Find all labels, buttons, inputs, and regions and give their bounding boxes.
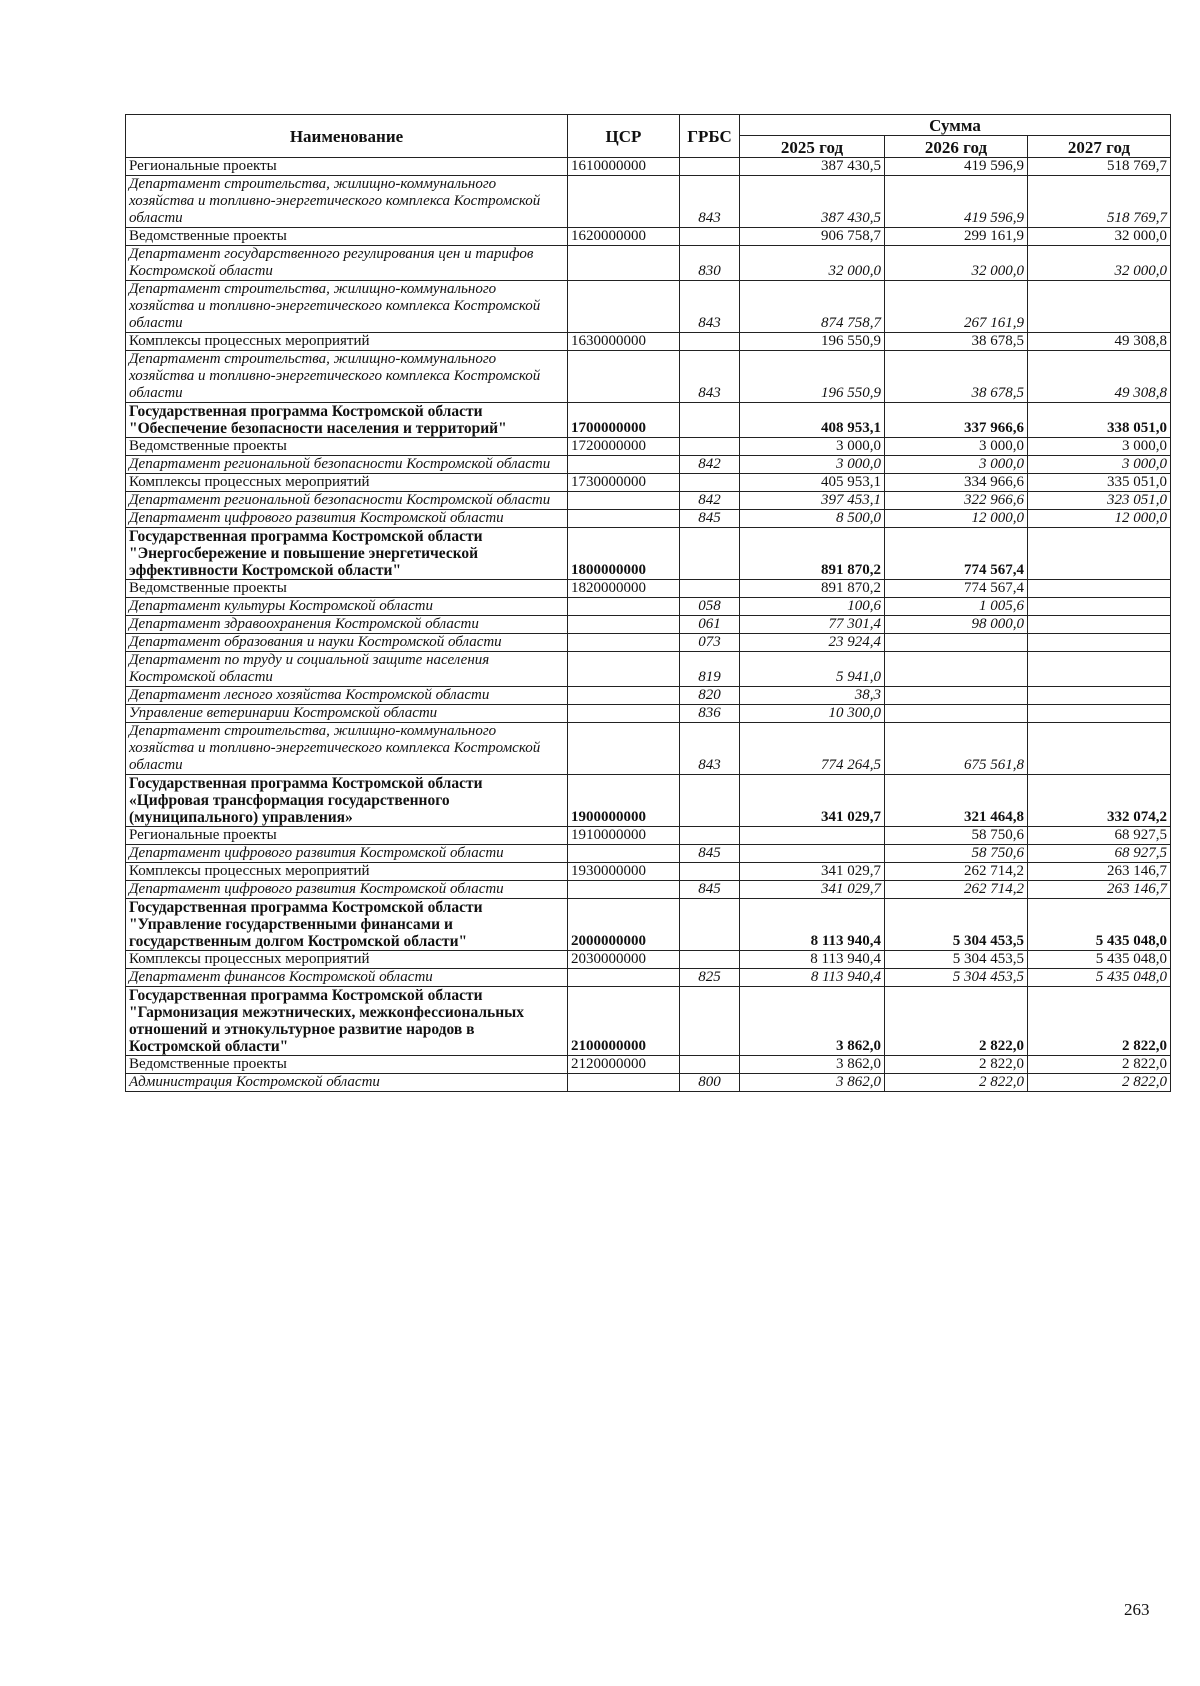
department-row — [126, 510, 1171, 528]
row-name: Департамент цифрового развития Костромской области — [126, 845, 568, 863]
row-csr — [568, 634, 680, 652]
row-name: Департамент культуры Костромской области — [126, 598, 568, 616]
row-sum-2026 — [885, 705, 1028, 723]
row-sum-2027: 32 000,0 — [1028, 228, 1171, 246]
row-csr: 2120000000 — [568, 1056, 680, 1074]
program-row — [126, 899, 1171, 951]
row-grbs — [680, 899, 740, 951]
department-row — [126, 652, 1171, 687]
row-sum-2025 — [740, 827, 885, 845]
row-sum-2027: 2 822,0 — [1028, 987, 1171, 1056]
row-name: Департамент образования и науки Костромской области — [126, 634, 568, 652]
row-csr — [568, 705, 680, 723]
row-sum-2027: 3 000,0 — [1028, 456, 1171, 474]
row-sum-2025: 196 550,9 — [740, 333, 885, 351]
row-sum-2026: 1 005,6 — [885, 598, 1028, 616]
row-sum-2025: 906 758,7 — [740, 228, 885, 246]
row-sum-2026: 2 822,0 — [885, 1056, 1028, 1074]
group-row — [126, 228, 1171, 246]
row-sum-2027: 263 146,7 — [1028, 881, 1171, 899]
group-row — [126, 158, 1171, 176]
row-sum-2026: 2 822,0 — [885, 1074, 1028, 1092]
row-sum-2027: 49 308,8 — [1028, 333, 1171, 351]
row-sum-2026: 267 161,9 — [885, 281, 1028, 333]
header-year-2025: 2025 год — [740, 136, 885, 158]
row-sum-2025: 8 113 940,4 — [740, 951, 885, 969]
row-name: Ведомственные проекты — [126, 438, 568, 456]
row-name: Комплексы процессных мероприятий — [126, 863, 568, 881]
row-sum-2025: 341 029,7 — [740, 863, 885, 881]
row-sum-2026: 3 000,0 — [885, 438, 1028, 456]
row-sum-2025: 3 862,0 — [740, 1074, 885, 1092]
row-grbs: 843 — [680, 281, 740, 333]
row-sum-2025: 8 113 940,4 — [740, 969, 885, 987]
row-grbs: 842 — [680, 456, 740, 474]
row-grbs: 800 — [680, 1074, 740, 1092]
group-row — [126, 580, 1171, 598]
row-sum-2026: 38 678,5 — [885, 351, 1028, 403]
row-csr — [568, 456, 680, 474]
row-grbs: 843 — [680, 351, 740, 403]
row-name: Департамент строительства, жилищно-коммунального хозяйства и топливно-энергетического комплекса Костромской области — [126, 281, 568, 333]
row-name: Департамент финансов Костромской области — [126, 969, 568, 987]
row-sum-2027: 518 769,7 — [1028, 158, 1171, 176]
department-row — [126, 281, 1171, 333]
row-grbs: 845 — [680, 881, 740, 899]
row-name: Департамент лесного хозяйства Костромской области — [126, 687, 568, 705]
row-sum-2026: 322 966,6 — [885, 492, 1028, 510]
row-sum-2026: 262 714,2 — [885, 863, 1028, 881]
row-sum-2026: 3 000,0 — [885, 456, 1028, 474]
row-csr: 1730000000 — [568, 474, 680, 492]
row-sum-2027 — [1028, 528, 1171, 580]
row-sum-2025 — [740, 845, 885, 863]
row-sum-2025: 77 301,4 — [740, 616, 885, 634]
row-sum-2025: 100,6 — [740, 598, 885, 616]
row-csr — [568, 881, 680, 899]
row-csr — [568, 723, 680, 775]
department-row — [126, 634, 1171, 652]
row-sum-2026: 774 567,4 — [885, 580, 1028, 598]
row-sum-2027: 5 435 048,0 — [1028, 951, 1171, 969]
header-year-2027: 2027 год — [1028, 136, 1171, 158]
row-name: Ведомственные проекты — [126, 228, 568, 246]
program-row — [126, 528, 1171, 580]
row-csr: 1630000000 — [568, 333, 680, 351]
row-name: Государственная программа Костромской области "Обеспечение безопасности населения и территорий" — [126, 403, 568, 438]
row-name: Региональные проекты — [126, 158, 568, 176]
row-sum-2027: 518 769,7 — [1028, 176, 1171, 228]
row-grbs: 836 — [680, 705, 740, 723]
row-name: Комплексы процессных мероприятий — [126, 474, 568, 492]
group-row — [126, 474, 1171, 492]
row-sum-2026: 262 714,2 — [885, 881, 1028, 899]
row-sum-2027 — [1028, 634, 1171, 652]
row-name: Департамент цифрового развития Костромской области — [126, 510, 568, 528]
row-grbs — [680, 827, 740, 845]
row-sum-2027: 332 074,2 — [1028, 775, 1171, 827]
row-sum-2025: 32 000,0 — [740, 246, 885, 281]
row-sum-2027: 68 927,5 — [1028, 827, 1171, 845]
row-sum-2026: 419 596,9 — [885, 176, 1028, 228]
row-sum-2025: 341 029,7 — [740, 881, 885, 899]
row-csr: 1720000000 — [568, 438, 680, 456]
row-grbs — [680, 403, 740, 438]
row-csr — [568, 176, 680, 228]
row-sum-2025: 196 550,9 — [740, 351, 885, 403]
row-grbs: 845 — [680, 510, 740, 528]
page-number: 263 — [1124, 1600, 1150, 1619]
row-sum-2026: 334 966,6 — [885, 474, 1028, 492]
header-name: Наименование — [126, 115, 568, 158]
row-csr: 1620000000 — [568, 228, 680, 246]
row-grbs — [680, 528, 740, 580]
row-sum-2025: 341 029,7 — [740, 775, 885, 827]
row-sum-2025: 5 941,0 — [740, 652, 885, 687]
row-csr: 1800000000 — [568, 528, 680, 580]
department-row — [126, 598, 1171, 616]
row-name: Департамент строительства, жилищно-коммунального хозяйства и топливно-энергетического комплекса Костромской области — [126, 176, 568, 228]
department-row — [126, 492, 1171, 510]
row-name: Департамент строительства, жилищно-коммунального хозяйства и топливно-энергетического комплекса Костромской области — [126, 351, 568, 403]
row-sum-2025: 874 758,7 — [740, 281, 885, 333]
row-grbs — [680, 438, 740, 456]
row-sum-2026 — [885, 634, 1028, 652]
row-csr: 1820000000 — [568, 580, 680, 598]
row-sum-2026: 58 750,6 — [885, 827, 1028, 845]
row-name: Департамент строительства, жилищно-коммунального хозяйства и топливно-энергетического комплекса Костромской области — [126, 723, 568, 775]
row-name: Управление ветеринарии Костромской области — [126, 705, 568, 723]
department-row — [126, 246, 1171, 281]
department-row — [126, 881, 1171, 899]
row-csr: 1700000000 — [568, 403, 680, 438]
row-sum-2027: 335 051,0 — [1028, 474, 1171, 492]
row-name: Администрация Костромской области — [126, 1074, 568, 1092]
row-sum-2025: 23 924,4 — [740, 634, 885, 652]
row-sum-2025: 8 113 940,4 — [740, 899, 885, 951]
row-csr: 2000000000 — [568, 899, 680, 951]
row-csr — [568, 845, 680, 863]
row-sum-2026: 2 822,0 — [885, 987, 1028, 1056]
row-grbs: 820 — [680, 687, 740, 705]
row-sum-2026 — [885, 687, 1028, 705]
row-sum-2025: 387 430,5 — [740, 158, 885, 176]
row-csr: 1610000000 — [568, 158, 680, 176]
row-grbs — [680, 1056, 740, 1074]
row-grbs: 843 — [680, 723, 740, 775]
group-row — [126, 827, 1171, 845]
row-name: Департамент по труду и социальной защите населения Костромской области — [126, 652, 568, 687]
row-sum-2025: 3 000,0 — [740, 456, 885, 474]
department-row — [126, 723, 1171, 775]
row-csr: 2100000000 — [568, 987, 680, 1056]
row-sum-2027: 5 435 048,0 — [1028, 969, 1171, 987]
table-body — [126, 158, 1171, 1092]
row-grbs: 845 — [680, 845, 740, 863]
row-sum-2027: 338 051,0 — [1028, 403, 1171, 438]
row-grbs — [680, 474, 740, 492]
row-sum-2025: 8 500,0 — [740, 510, 885, 528]
row-sum-2027: 5 435 048,0 — [1028, 899, 1171, 951]
row-sum-2025: 891 870,2 — [740, 580, 885, 598]
row-grbs: 073 — [680, 634, 740, 652]
row-sum-2027 — [1028, 616, 1171, 634]
group-row — [126, 333, 1171, 351]
row-sum-2026: 337 966,6 — [885, 403, 1028, 438]
header-grbs: ГРБС — [680, 115, 740, 158]
row-csr — [568, 652, 680, 687]
group-row — [126, 438, 1171, 456]
row-sum-2027: 323 051,0 — [1028, 492, 1171, 510]
row-grbs: 061 — [680, 616, 740, 634]
row-sum-2026: 5 304 453,5 — [885, 969, 1028, 987]
row-sum-2026: 774 567,4 — [885, 528, 1028, 580]
row-name: Департамент цифрового развития Костромской области — [126, 881, 568, 899]
header-sum: Сумма — [740, 115, 1171, 136]
row-name: Государственная программа Костромской области «Цифровая трансформация государственного (муниципального) управления» — [126, 775, 568, 827]
row-sum-2027: 32 000,0 — [1028, 246, 1171, 281]
header-year-2026: 2026 год — [885, 136, 1028, 158]
row-csr — [568, 598, 680, 616]
row-name: Государственная программа Костромской области "Энергосбережение и повышение энергетической эффективности Костромской области" — [126, 528, 568, 580]
row-sum-2025: 405 953,1 — [740, 474, 885, 492]
department-row — [126, 687, 1171, 705]
row-csr — [568, 351, 680, 403]
row-sum-2025: 10 300,0 — [740, 705, 885, 723]
row-name: Ведомственные проекты — [126, 1056, 568, 1074]
row-csr: 1930000000 — [568, 863, 680, 881]
row-name: Комплексы процессных мероприятий — [126, 951, 568, 969]
department-row — [126, 705, 1171, 723]
program-row — [126, 987, 1171, 1056]
row-grbs — [680, 775, 740, 827]
row-sum-2026: 12 000,0 — [885, 510, 1028, 528]
header-csr: ЦСР — [568, 115, 680, 158]
department-row — [126, 845, 1171, 863]
row-sum-2026: 299 161,9 — [885, 228, 1028, 246]
row-grbs: 842 — [680, 492, 740, 510]
row-sum-2025: 3 000,0 — [740, 438, 885, 456]
row-csr — [568, 616, 680, 634]
department-row — [126, 616, 1171, 634]
row-sum-2025: 891 870,2 — [740, 528, 885, 580]
row-sum-2027: 3 000,0 — [1028, 438, 1171, 456]
row-name: Комплексы процессных мероприятий — [126, 333, 568, 351]
row-name: Ведомственные проекты — [126, 580, 568, 598]
row-sum-2027: 12 000,0 — [1028, 510, 1171, 528]
group-row — [126, 1056, 1171, 1074]
program-row — [126, 403, 1171, 438]
row-csr — [568, 246, 680, 281]
row-sum-2025: 387 430,5 — [740, 176, 885, 228]
row-sum-2026: 5 304 453,5 — [885, 899, 1028, 951]
row-grbs — [680, 333, 740, 351]
row-grbs — [680, 987, 740, 1056]
row-sum-2026: 32 000,0 — [885, 246, 1028, 281]
row-csr — [568, 969, 680, 987]
row-sum-2025: 3 862,0 — [740, 1056, 885, 1074]
row-sum-2025: 397 453,1 — [740, 492, 885, 510]
row-csr — [568, 492, 680, 510]
row-sum-2027 — [1028, 687, 1171, 705]
row-grbs — [680, 863, 740, 881]
row-sum-2027: 2 822,0 — [1028, 1056, 1171, 1074]
row-grbs — [680, 158, 740, 176]
row-csr — [568, 281, 680, 333]
row-name: Департамент региональной безопасности Костромской области — [126, 492, 568, 510]
row-sum-2027 — [1028, 723, 1171, 775]
row-sum-2026: 58 750,6 — [885, 845, 1028, 863]
row-sum-2027 — [1028, 652, 1171, 687]
row-sum-2026: 321 464,8 — [885, 775, 1028, 827]
department-row — [126, 351, 1171, 403]
row-csr — [568, 1074, 680, 1092]
row-name: Департамент государственного регулирования цен и тарифов Костромской области — [126, 246, 568, 281]
department-row — [126, 456, 1171, 474]
row-csr — [568, 687, 680, 705]
row-sum-2027: 2 822,0 — [1028, 1074, 1171, 1092]
row-sum-2026: 5 304 453,5 — [885, 951, 1028, 969]
row-sum-2025: 774 264,5 — [740, 723, 885, 775]
row-grbs — [680, 951, 740, 969]
row-sum-2026 — [885, 652, 1028, 687]
row-csr: 2030000000 — [568, 951, 680, 969]
row-name: Департамент региональной безопасности Костромской области — [126, 456, 568, 474]
row-sum-2027: 49 308,8 — [1028, 351, 1171, 403]
row-sum-2026: 38 678,5 — [885, 333, 1028, 351]
department-row — [126, 176, 1171, 228]
row-sum-2025: 3 862,0 — [740, 987, 885, 1056]
group-row — [126, 863, 1171, 881]
row-sum-2026: 419 596,9 — [885, 158, 1028, 176]
row-csr: 1900000000 — [568, 775, 680, 827]
row-name: Департамент здравоохранения Костромской области — [126, 616, 568, 634]
row-grbs: 058 — [680, 598, 740, 616]
row-grbs — [680, 228, 740, 246]
row-name: Государственная программа Костромской области "Гармонизация межэтнических, межконфессиональных отношений и этнокультурное развитие народов в Костромской области" — [126, 987, 568, 1056]
row-sum-2027: 68 927,5 — [1028, 845, 1171, 863]
department-row — [126, 1074, 1171, 1092]
row-csr: 1910000000 — [568, 827, 680, 845]
row-grbs: 819 — [680, 652, 740, 687]
group-row — [126, 951, 1171, 969]
row-sum-2027 — [1028, 580, 1171, 598]
row-sum-2026: 675 561,8 — [885, 723, 1028, 775]
row-name: Региональные проекты — [126, 827, 568, 845]
row-sum-2027 — [1028, 705, 1171, 723]
row-grbs — [680, 580, 740, 598]
row-grbs: 830 — [680, 246, 740, 281]
row-name: Государственная программа Костромской области "Управление государственными финансами и государственным долгом Костромской области" — [126, 899, 568, 951]
row-sum-2025: 38,3 — [740, 687, 885, 705]
row-sum-2025: 408 953,1 — [740, 403, 885, 438]
row-sum-2027 — [1028, 281, 1171, 333]
program-row — [126, 775, 1171, 827]
row-sum-2026: 98 000,0 — [885, 616, 1028, 634]
row-grbs: 843 — [680, 176, 740, 228]
row-sum-2027 — [1028, 598, 1171, 616]
row-sum-2027: 263 146,7 — [1028, 863, 1171, 881]
row-csr — [568, 510, 680, 528]
department-row — [126, 969, 1171, 987]
budget-table — [125, 114, 1171, 1092]
row-grbs: 825 — [680, 969, 740, 987]
